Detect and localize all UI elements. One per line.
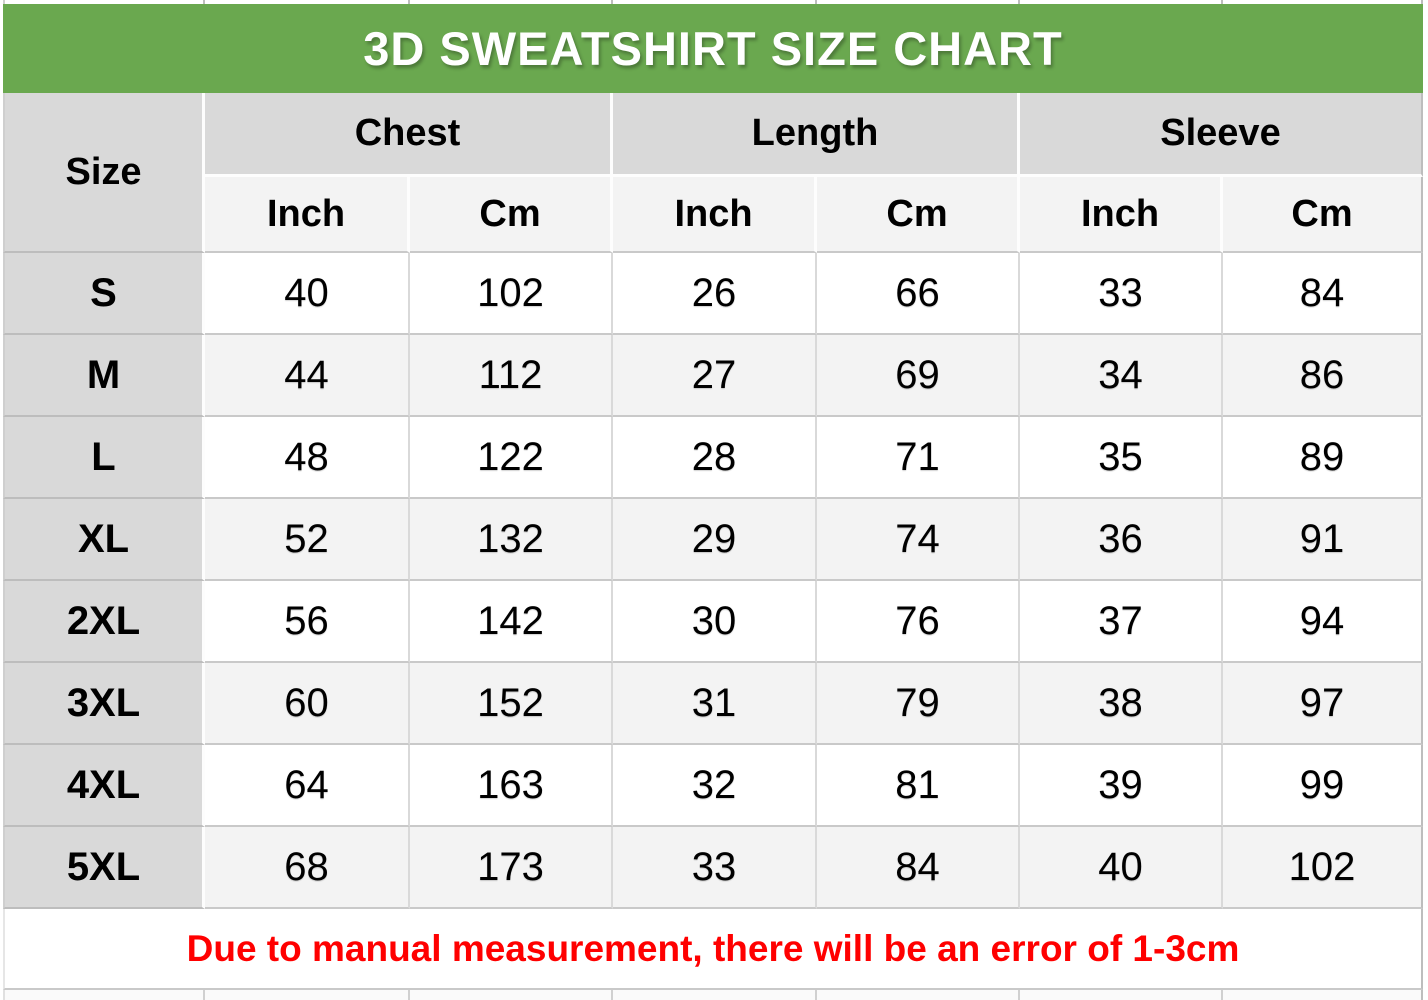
measurement-cell: 76	[817, 581, 1020, 663]
measurement-cell: 89	[1223, 417, 1423, 499]
measurement-cell: 34	[1020, 335, 1223, 417]
grid-edge-cell-bottom	[1223, 990, 1423, 1000]
measurement-cell: 37	[1020, 581, 1223, 663]
grid-edge-cell-bottom	[817, 990, 1020, 1000]
chart-title: 3D SWEATSHIRT SIZE CHART	[3, 4, 1423, 93]
measurement-cell: 66	[817, 253, 1020, 335]
measurement-cell: 48	[205, 417, 410, 499]
measurement-cell: 39	[1020, 745, 1223, 827]
measurement-error-note: Due to manual measurement, there will be an error of 1-3cm	[3, 909, 1423, 990]
grid-edge-cell-bottom	[410, 990, 613, 1000]
size-label: 3XL	[3, 663, 205, 745]
measurement-cell: 97	[1223, 663, 1423, 745]
grid-edge-cell-bottom	[1020, 990, 1223, 1000]
size-column-header: Size	[3, 93, 205, 253]
measurement-cell: 132	[410, 499, 613, 581]
measurement-cell: 40	[205, 253, 410, 335]
measurement-cell: 84	[817, 827, 1020, 909]
measurement-cell: 26	[613, 253, 817, 335]
grid-edge-cell-bottom	[613, 990, 817, 1000]
size-label: M	[3, 335, 205, 417]
measurement-cell: 74	[817, 499, 1020, 581]
measurement-cell: 79	[817, 663, 1020, 745]
unit-header-chest-inch: Inch	[205, 177, 410, 253]
measurement-cell: 35	[1020, 417, 1223, 499]
measurement-cell: 94	[1223, 581, 1423, 663]
measurement-cell: 33	[613, 827, 817, 909]
measurement-cell: 36	[1020, 499, 1223, 581]
measurement-cell: 27	[613, 335, 817, 417]
measurement-cell: 33	[1020, 253, 1223, 335]
measurement-cell: 40	[1020, 827, 1223, 909]
measurement-cell: 142	[410, 581, 613, 663]
measurement-cell: 163	[410, 745, 613, 827]
measurement-cell: 84	[1223, 253, 1423, 335]
size-label: S	[3, 253, 205, 335]
measurement-cell: 91	[1223, 499, 1423, 581]
measurement-cell: 71	[817, 417, 1020, 499]
column-group-chest: Chest	[205, 93, 613, 177]
size-label: 5XL	[3, 827, 205, 909]
grid-edge-cell-bottom	[205, 990, 410, 1000]
measurement-cell: 52	[205, 499, 410, 581]
unit-header-sleeve-cm: Cm	[1223, 177, 1423, 253]
unit-header-length-cm: Cm	[817, 177, 1020, 253]
measurement-cell: 60	[205, 663, 410, 745]
grid-edge-cell-bottom	[3, 990, 205, 1000]
unit-header-chest-cm: Cm	[410, 177, 613, 253]
measurement-cell: 102	[1223, 827, 1423, 909]
unit-header-sleeve-inch: Inch	[1020, 177, 1223, 253]
measurement-cell: 31	[613, 663, 817, 745]
measurement-cell: 44	[205, 335, 410, 417]
measurement-cell: 28	[613, 417, 817, 499]
measurement-cell: 86	[1223, 335, 1423, 417]
size-label: XL	[3, 499, 205, 581]
measurement-cell: 30	[613, 581, 817, 663]
measurement-cell: 99	[1223, 745, 1423, 827]
size-label: 4XL	[3, 745, 205, 827]
measurement-cell: 81	[817, 745, 1020, 827]
size-chart-table	[3, 0, 1423, 1000]
size-label: 2XL	[3, 581, 205, 663]
measurement-cell: 29	[613, 499, 817, 581]
size-label: L	[3, 417, 205, 499]
measurement-cell: 122	[410, 417, 613, 499]
measurement-cell: 64	[205, 745, 410, 827]
unit-header-length-inch: Inch	[613, 177, 817, 253]
measurement-cell: 173	[410, 827, 613, 909]
measurement-cell: 56	[205, 581, 410, 663]
measurement-cell: 112	[410, 335, 613, 417]
measurement-cell: 38	[1020, 663, 1223, 745]
measurement-cell: 68	[205, 827, 410, 909]
measurement-cell: 102	[410, 253, 613, 335]
measurement-cell: 69	[817, 335, 1020, 417]
column-group-length: Length	[613, 93, 1020, 177]
measurement-cell: 32	[613, 745, 817, 827]
measurement-cell: 152	[410, 663, 613, 745]
column-group-sleeve: Sleeve	[1020, 93, 1423, 177]
